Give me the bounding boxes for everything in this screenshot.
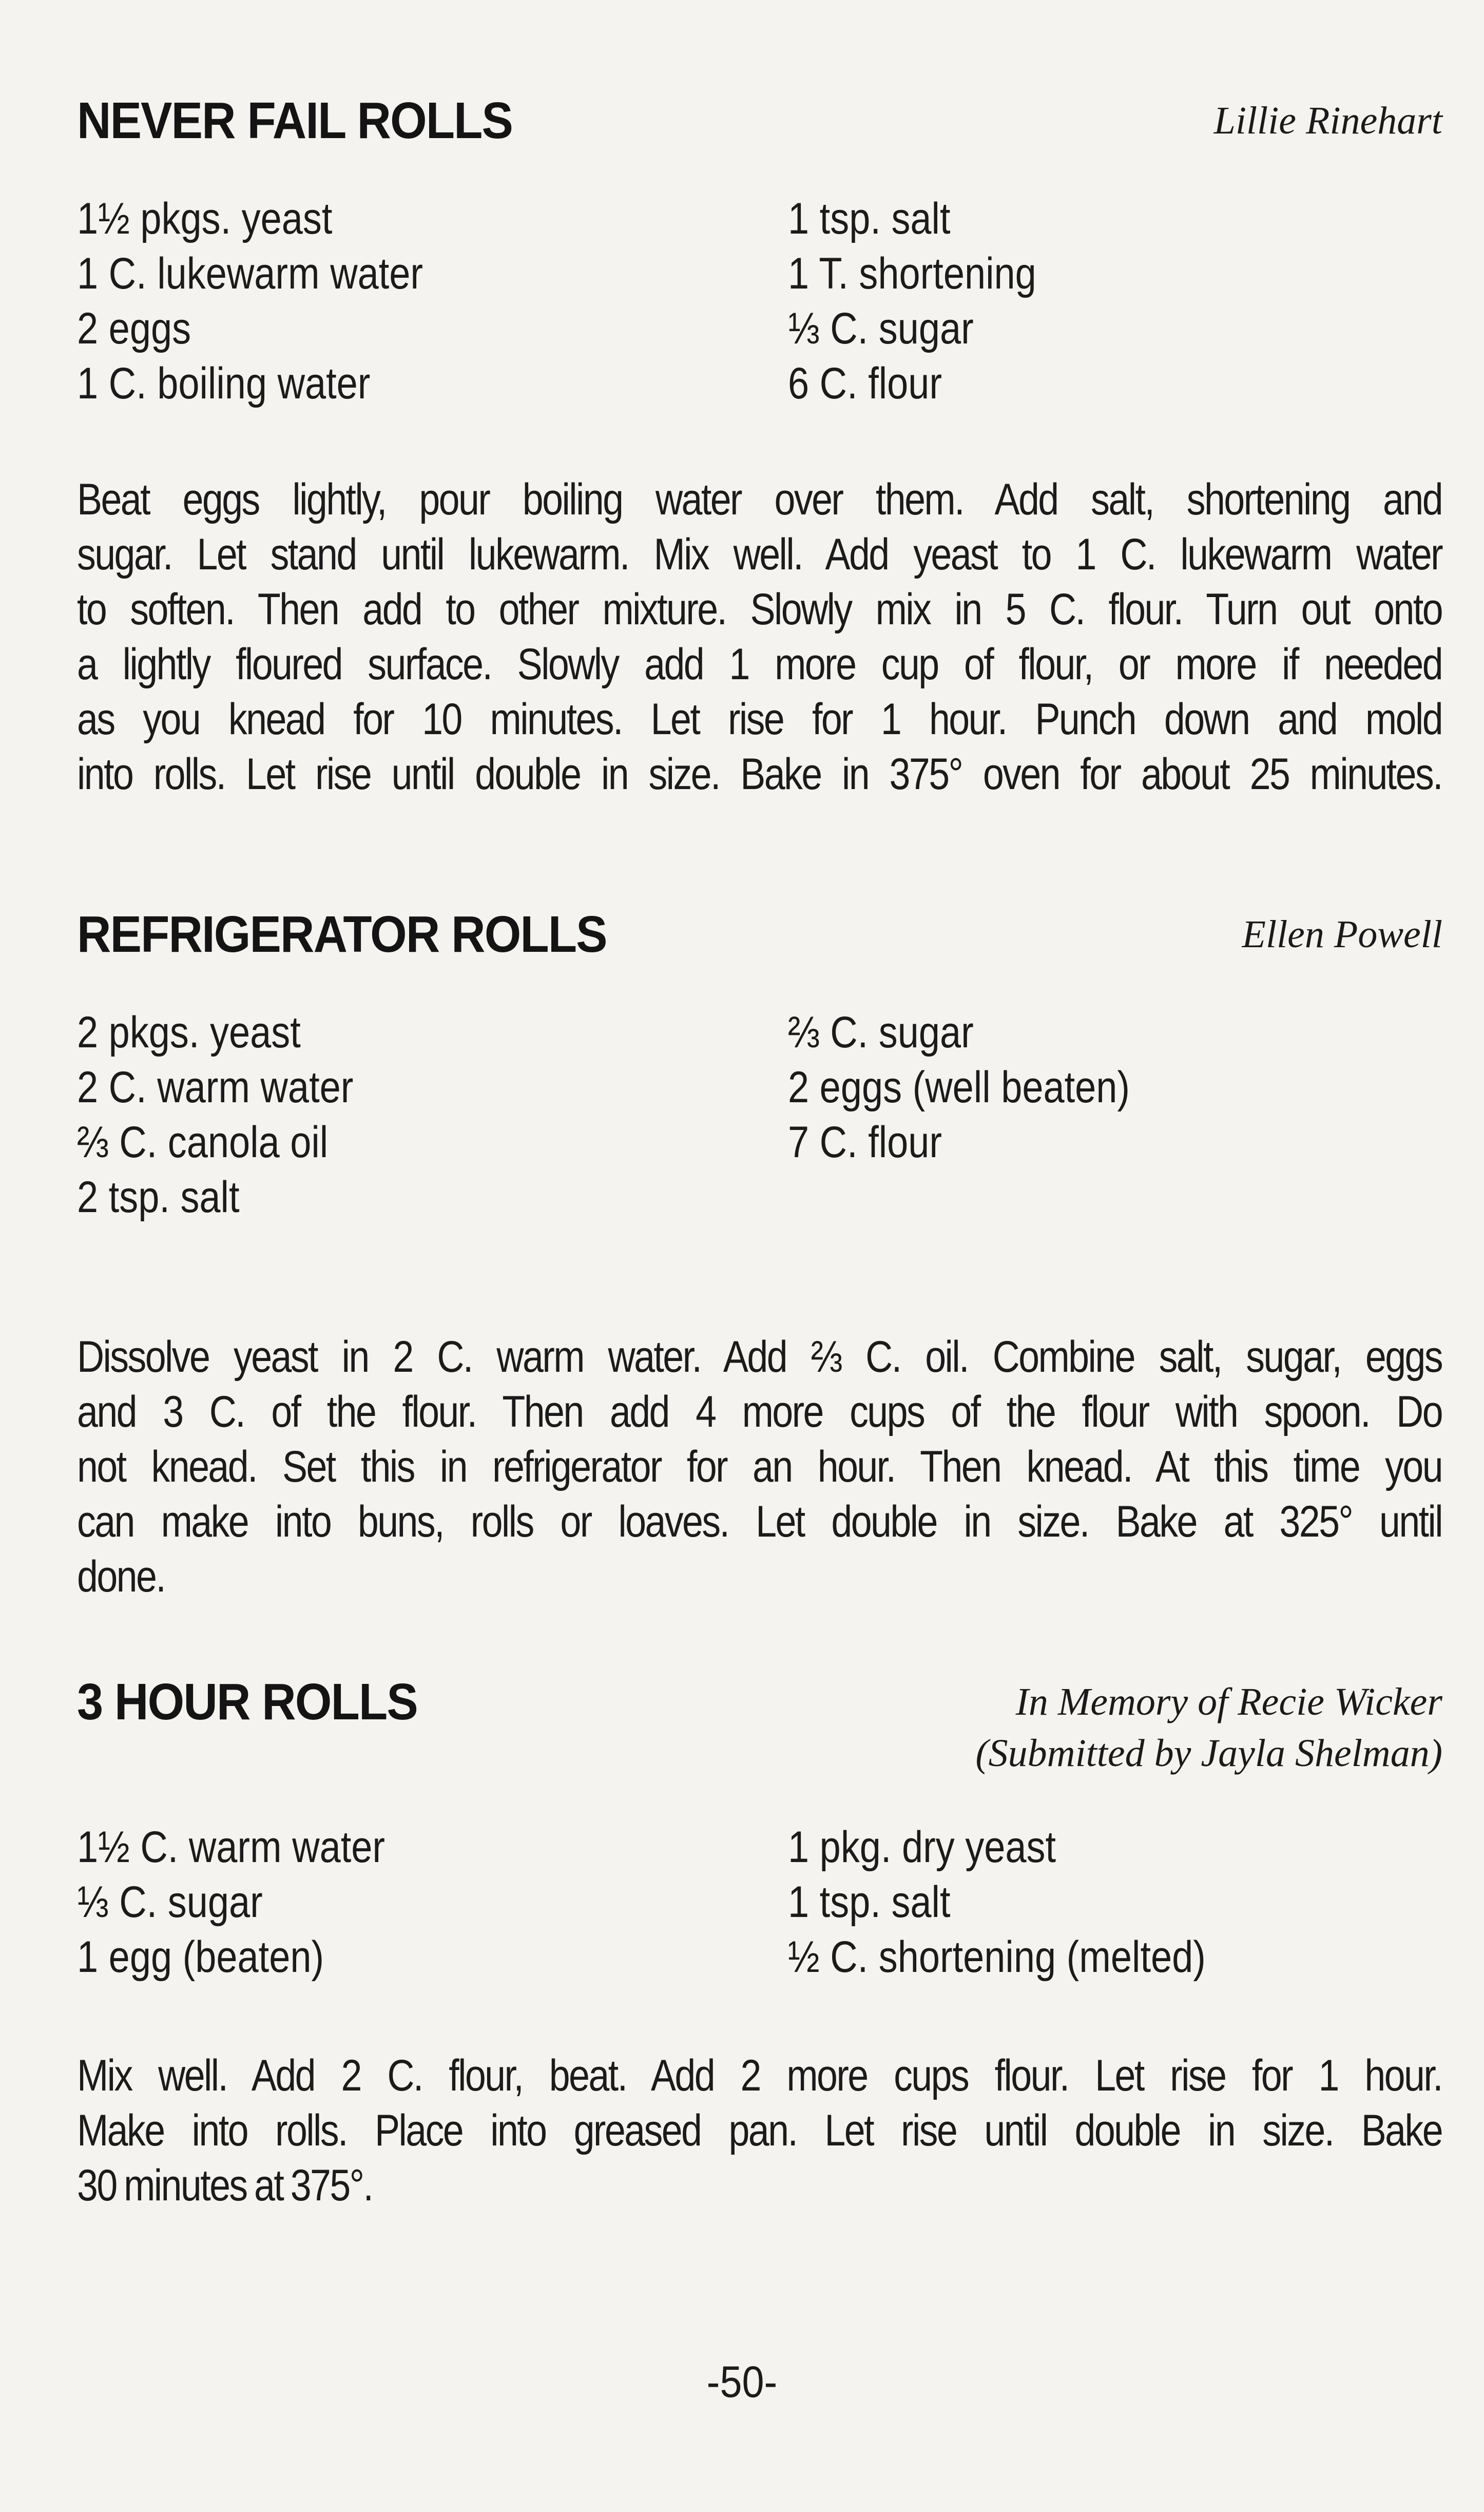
ingredient: 2 tsp. salt	[77, 1173, 240, 1222]
recipe-title: NEVER FAIL ROLLS	[77, 92, 513, 149]
recipe-author: Ellen Powell	[1242, 913, 1442, 956]
ingredients-list	[77, 191, 1442, 412]
recipe-refrigerator-rolls	[77, 904, 1442, 1601]
directions-line: not knead. Set this in refrigerator for an hour. Then knead. At this time you	[77, 1442, 1442, 1491]
ingredients-left-column	[77, 1005, 398, 1225]
ingredient: 1 T. shortening	[788, 249, 1036, 298]
ingredients-left-column	[77, 191, 479, 411]
directions-line: into rolls. Let rise until double in size. Bake in 375° oven for about 25 minutes.	[77, 750, 1442, 799]
recipe-author	[975, 1676, 1442, 1779]
ingredient: ½ C. shortening (melted)	[788, 1932, 1206, 1982]
ingredient: ⅓ C. sugar	[77, 1877, 263, 1927]
recipe-directions	[77, 1330, 1442, 1604]
ingredient: 1½ pkgs. yeast	[77, 194, 333, 243]
directions-line: Mix well. Add 2 C. flour, beat. Add 2 more cups flour. Let rise for 1 hour.	[77, 2051, 1442, 2100]
recipe-directions	[77, 2048, 1442, 2213]
directions-line: and 3 C. of the flour. Then add 4 more cups of the flour with spoon. Do	[77, 1387, 1442, 1436]
ingredient: 2 pkgs. yeast	[77, 1008, 301, 1057]
directions-line: as you knead for 10 minutes. Let rise for 1 hour. Punch down and mold	[77, 695, 1442, 744]
ingredients-right-column	[788, 1005, 1185, 1170]
ingredient: ⅔ C. canola oil	[77, 1118, 329, 1167]
recipe-header	[77, 904, 1442, 965]
ingredient: 1 egg (beaten)	[77, 1932, 324, 1982]
ingredient: 1 C. lukewarm water	[77, 249, 423, 298]
author-line-1: In Memory of Recie Wicker	[1015, 1680, 1442, 1723]
directions-line: sugar. Let stand until lukewarm. Mix well. Add yeast to 1 C. lukewarm water	[77, 530, 1442, 579]
directions-line: 30 minutes at 375°.	[77, 2161, 373, 2210]
directions-line: Beat eggs lightly, pour boiling water over them. Add salt, shortening and	[77, 475, 1442, 524]
ingredient: 1 C. boiling water	[77, 359, 371, 408]
ingredient: 1½ C. warm water	[77, 1823, 386, 1872]
ingredients-right-column	[788, 1820, 1274, 1985]
ingredient: 2 C. warm water	[77, 1063, 354, 1112]
recipe-author: Lillie Rinehart	[1213, 99, 1442, 142]
ingredient: 1 tsp. salt	[788, 194, 951, 243]
ingredient: 7 C. flour	[788, 1118, 942, 1167]
directions-line: done.	[77, 1552, 165, 1601]
ingredients-list	[77, 1820, 1442, 1989]
ingredient: 2 eggs	[77, 304, 191, 353]
author-line-2: (Submitted by Jayla Shelman)	[975, 1732, 1442, 1775]
ingredient: 6 C. flour	[788, 359, 942, 408]
ingredient: 2 eggs (well beaten)	[788, 1063, 1130, 1112]
ingredients-left-column	[77, 1820, 435, 1985]
directions-line: to soften. Then add to other mixture. Slowly mix in 5 C. flour. Turn out onto	[77, 585, 1442, 634]
ingredients-list	[77, 1005, 1442, 1226]
ingredient: 1 tsp. salt	[788, 1877, 951, 1927]
recipe-title: REFRIGERATOR ROLLS	[77, 906, 607, 963]
recipe-header	[77, 1671, 1442, 1779]
directions-line: can make into buns, rolls or loaves. Let double in size. Bake at 325° until	[77, 1497, 1442, 1546]
ingredient: ⅓ C. sugar	[788, 304, 974, 353]
directions-line: Make into rolls. Place into greased pan. Let rise until double in size. Bake	[77, 2106, 1442, 2155]
recipe-3-hour-rolls	[77, 1671, 1442, 2210]
recipe-title: 3 HOUR ROLLS	[77, 1673, 417, 1731]
ingredients-right-column	[788, 191, 1077, 411]
directions-line: a lightly floured surface. Slowly add 1 more cup of flour, or more if needed	[77, 640, 1442, 689]
recipe-header	[77, 90, 1442, 151]
directions-line: Dissolve yeast in 2 C. warm water. Add ⅔ C. oil. Combine salt, sugar, eggs	[77, 1332, 1442, 1382]
ingredient: 1 pkg. dry yeast	[788, 1823, 1056, 1872]
recipe-directions	[77, 472, 1442, 802]
page-number: -50-	[706, 2357, 778, 2407]
ingredient: ⅔ C. sugar	[788, 1008, 974, 1057]
recipe-never-fail-rolls	[77, 90, 1442, 799]
